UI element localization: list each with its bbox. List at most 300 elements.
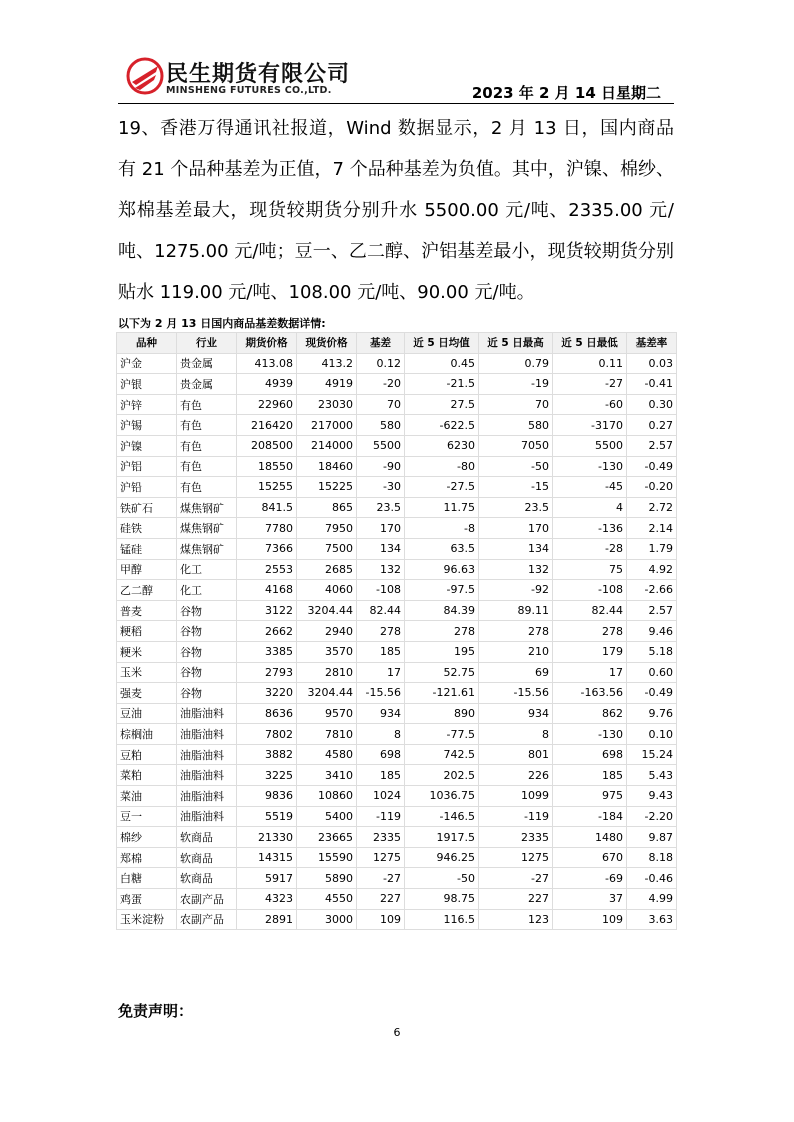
table-cell: -97.5 (405, 580, 479, 601)
table-cell: 2793 (237, 662, 297, 683)
page-number: 6 (393, 1026, 401, 1039)
table-cell: 菜油 (117, 786, 177, 807)
table-cell: 6230 (405, 435, 479, 456)
table-cell: 沪铅 (117, 477, 177, 498)
table-cell: 4323 (237, 889, 297, 910)
table-cell: 217000 (297, 415, 357, 436)
table-cell: 14315 (237, 847, 297, 868)
table-cell: 贵金属 (177, 374, 237, 395)
table-cell: 3225 (237, 765, 297, 786)
table-cell: 15.24 (627, 744, 677, 765)
table-cell: -27 (357, 868, 405, 889)
table-cell: 沪铝 (117, 456, 177, 477)
table-row (117, 641, 677, 662)
table-cell: 玉米 (117, 662, 177, 683)
table-cell: -108 (357, 580, 405, 601)
table-cell: 63.5 (405, 538, 479, 559)
table-body (117, 353, 677, 930)
table-cell: 23030 (297, 394, 357, 415)
table-row (117, 600, 677, 621)
table-cell: -3170 (553, 415, 627, 436)
table-cell: -77.5 (405, 724, 479, 745)
news-paragraph: 19、香港万得通讯社报道，Wind 数据显示，2 月 13 日，国内商品有 21 个品种基差为正值，7 个品种基差为负值。其中，沪镍、棉纱、郑棉基差最大，现货较期货分别升水 5500.00 元/吨、2335.00 元/吨、1275.00 元/吨；豆一、乙二醇、沪铝基差最小，现货较期货分别贴水 119.00 元/吨、108.00 元/吨、90.00 元/吨。 (118, 118, 674, 303)
table-cell: 227 (357, 889, 405, 910)
table-cell: -108 (553, 580, 627, 601)
table-cell: -21.5 (405, 374, 479, 395)
table-row (117, 786, 677, 807)
table-cell: 4.92 (627, 559, 677, 580)
table-cell: 2553 (237, 559, 297, 580)
table-cell: 0.60 (627, 662, 677, 683)
table-cell: 软商品 (177, 868, 237, 889)
table-cell: 2.14 (627, 518, 677, 539)
table-cell: 4939 (237, 374, 297, 395)
table-cell: 185 (357, 641, 405, 662)
table-cell: 7810 (297, 724, 357, 745)
table-cell: 4168 (237, 580, 297, 601)
table-cell: 棕榈油 (117, 724, 177, 745)
table-cell: -50 (405, 868, 479, 889)
table-cell: -28 (553, 538, 627, 559)
table-cell: 179 (553, 641, 627, 662)
table-cell: 109 (553, 909, 627, 930)
table-cell: 1275 (357, 847, 405, 868)
table-row (117, 806, 677, 827)
company-name-cn: 民生期货有限公司 (166, 62, 351, 87)
table-row (117, 435, 677, 456)
table-cell: 52.75 (405, 662, 479, 683)
table-cell: 82.44 (357, 600, 405, 621)
table-cell: 2685 (297, 559, 357, 580)
table-cell: 0.30 (627, 394, 677, 415)
table-row (117, 580, 677, 601)
table-cell: 3220 (237, 683, 297, 704)
table-row (117, 724, 677, 745)
table-cell: 9836 (237, 786, 297, 807)
table-cell: 890 (405, 703, 479, 724)
table-row (117, 868, 677, 889)
table-row (117, 415, 677, 436)
table-cell: 7500 (297, 538, 357, 559)
table-cell: -0.20 (627, 477, 677, 498)
table-cell: 210 (479, 641, 553, 662)
table-cell: -136 (553, 518, 627, 539)
table-cell: 3000 (297, 909, 357, 930)
table-cell: 580 (357, 415, 405, 436)
table-cell: 698 (357, 744, 405, 765)
table-cell: 82.44 (553, 600, 627, 621)
table-cell: 4 (553, 497, 627, 518)
table-cell: 214000 (297, 435, 357, 456)
table-cell: -163.56 (553, 683, 627, 704)
table-cell: 3204.44 (297, 600, 357, 621)
table-row (117, 518, 677, 539)
table-cell: 0.45 (405, 353, 479, 374)
table-cell: 2810 (297, 662, 357, 683)
table-cell: 1036.75 (405, 786, 479, 807)
table-cell: -184 (553, 806, 627, 827)
table-cell: 75 (553, 559, 627, 580)
column-header: 行业 (177, 333, 237, 354)
table-cell: 5500 (553, 435, 627, 456)
table-cell: 煤焦钢矿 (177, 518, 237, 539)
table-cell: 1275 (479, 847, 553, 868)
table-cell: 沪锡 (117, 415, 177, 436)
table-cell: -27 (479, 868, 553, 889)
table-cell: 沪锌 (117, 394, 177, 415)
table-cell: 有色 (177, 435, 237, 456)
table-cell: 锰硅 (117, 538, 177, 559)
column-header: 基差率 (627, 333, 677, 354)
table-cell: 5917 (237, 868, 297, 889)
table-cell: 豆粕 (117, 744, 177, 765)
table-cell: -92 (479, 580, 553, 601)
table-cell: -8 (405, 518, 479, 539)
table-cell: 946.25 (405, 847, 479, 868)
table-cell: -60 (553, 394, 627, 415)
table-cell: 23.5 (357, 497, 405, 518)
table-cell: 9.43 (627, 786, 677, 807)
table-cell: 23.5 (479, 497, 553, 518)
company-name-en: MINSHENG FUTURES CO.,LTD. (166, 85, 332, 96)
table-cell: 谷物 (177, 683, 237, 704)
table-cell: 3385 (237, 641, 297, 662)
table-cell: 1024 (357, 786, 405, 807)
column-header: 近 5 日均值 (405, 333, 479, 354)
table-cell: 软商品 (177, 847, 237, 868)
table-row (117, 559, 677, 580)
table-cell: 乙二醇 (117, 580, 177, 601)
table-cell: 9.46 (627, 621, 677, 642)
table-cell: -0.49 (627, 683, 677, 704)
table-cell: 3410 (297, 765, 357, 786)
table-cell: 15590 (297, 847, 357, 868)
table-cell: 白糖 (117, 868, 177, 889)
table-row (117, 456, 677, 477)
table-cell: 278 (479, 621, 553, 642)
table-cell: 227 (479, 889, 553, 910)
table-cell: 278 (553, 621, 627, 642)
table-cell: -0.49 (627, 456, 677, 477)
table-cell: 89.11 (479, 600, 553, 621)
basis-table (116, 332, 677, 930)
table-cell: 862 (553, 703, 627, 724)
table-cell: 7366 (237, 538, 297, 559)
table-cell: 185 (553, 765, 627, 786)
column-header: 品种 (117, 333, 177, 354)
table-cell: -0.46 (627, 868, 677, 889)
table-cell: 豆一 (117, 806, 177, 827)
table-cell: 170 (357, 518, 405, 539)
table-cell: 0.03 (627, 353, 677, 374)
column-header: 期货价格 (237, 333, 297, 354)
table-cell: 8.18 (627, 847, 677, 868)
table-cell: -15.56 (357, 683, 405, 704)
table-cell: 698 (553, 744, 627, 765)
table-cell: 11.75 (405, 497, 479, 518)
table-cell: -622.5 (405, 415, 479, 436)
table-cell: 3.63 (627, 909, 677, 930)
table-cell: -45 (553, 477, 627, 498)
table-cell: -30 (357, 477, 405, 498)
table-cell: 2.57 (627, 435, 677, 456)
table-cell: 8 (479, 724, 553, 745)
table-row (117, 827, 677, 848)
table-cell: 有色 (177, 456, 237, 477)
table-cell: 1480 (553, 827, 627, 848)
table-cell: 23665 (297, 827, 357, 848)
table-cell: 70 (357, 394, 405, 415)
column-header: 近 5 日最高 (479, 333, 553, 354)
table-cell: 4.99 (627, 889, 677, 910)
table-cell: 沪镍 (117, 435, 177, 456)
table-cell: 谷物 (177, 621, 237, 642)
table-row (117, 394, 677, 415)
table-cell: 4919 (297, 374, 357, 395)
table-cell: 油脂油料 (177, 724, 237, 745)
table-cell: 4580 (297, 744, 357, 765)
table-cell: 109 (357, 909, 405, 930)
table-cell: -80 (405, 456, 479, 477)
table-cell: 沪金 (117, 353, 177, 374)
table-cell: 278 (357, 621, 405, 642)
table-cell: 油脂油料 (177, 703, 237, 724)
table-cell: 1099 (479, 786, 553, 807)
table-cell: 谷物 (177, 641, 237, 662)
table-cell: -119 (479, 806, 553, 827)
table-row (117, 497, 677, 518)
table-cell: -90 (357, 456, 405, 477)
table-cell: 278 (405, 621, 479, 642)
table-cell: 670 (553, 847, 627, 868)
table-cell: 216420 (237, 415, 297, 436)
table-cell: 2940 (297, 621, 357, 642)
table-cell: -19 (479, 374, 553, 395)
table-cell: 棉纱 (117, 827, 177, 848)
table-cell: 玉米淀粉 (117, 909, 177, 930)
table-cell: 21330 (237, 827, 297, 848)
table-cell: 8636 (237, 703, 297, 724)
table-cell: 865 (297, 497, 357, 518)
table-cell: 4060 (297, 580, 357, 601)
table-cell: 15225 (297, 477, 357, 498)
table-cell: -69 (553, 868, 627, 889)
table-cell: 0.12 (357, 353, 405, 374)
table-cell: -119 (357, 806, 405, 827)
table-row (117, 744, 677, 765)
table-row (117, 374, 677, 395)
table-cell: 2335 (357, 827, 405, 848)
table-cell: -15.56 (479, 683, 553, 704)
table-cell: 5519 (237, 806, 297, 827)
table-cell: 195 (405, 641, 479, 662)
table-cell: 2335 (479, 827, 553, 848)
table-cell: 132 (357, 559, 405, 580)
table-cell: 化工 (177, 580, 237, 601)
table-cell: 70 (479, 394, 553, 415)
table-cell: -2.66 (627, 580, 677, 601)
table-row (117, 662, 677, 683)
table-cell: 9.87 (627, 827, 677, 848)
table-cell: 沪银 (117, 374, 177, 395)
table-cell: 96.63 (405, 559, 479, 580)
table-cell: 强麦 (117, 683, 177, 704)
table-cell: 134 (479, 538, 553, 559)
table-cell: 10860 (297, 786, 357, 807)
table-cell: 22960 (237, 394, 297, 415)
table-cell: 8 (357, 724, 405, 745)
table-cell: 油脂油料 (177, 806, 237, 827)
header-divider (118, 103, 674, 104)
table-cell: 580 (479, 415, 553, 436)
table-cell: 1.79 (627, 538, 677, 559)
table-cell: 69 (479, 662, 553, 683)
table-cell: 226 (479, 765, 553, 786)
table-cell: 油脂油料 (177, 786, 237, 807)
column-header: 基差 (357, 333, 405, 354)
table-cell: 413.2 (297, 353, 357, 374)
table-cell: 甲醇 (117, 559, 177, 580)
table-cell: 有色 (177, 415, 237, 436)
table-cell: 菜粕 (117, 765, 177, 786)
table-cell: 123 (479, 909, 553, 930)
column-header: 近 5 日最低 (553, 333, 627, 354)
table-cell: 27.5 (405, 394, 479, 415)
column-header: 现货价格 (297, 333, 357, 354)
table-cell: 2891 (237, 909, 297, 930)
table-cell: 0.27 (627, 415, 677, 436)
table-cell: 841.5 (237, 497, 297, 518)
table-cell: 202.5 (405, 765, 479, 786)
table-row (117, 683, 677, 704)
table-cell: -20 (357, 374, 405, 395)
table-cell: 铁矿石 (117, 497, 177, 518)
table-cell: 煤焦钢矿 (177, 538, 237, 559)
table-cell: -146.5 (405, 806, 479, 827)
table-cell: 5.18 (627, 641, 677, 662)
table-cell: 7780 (237, 518, 297, 539)
table-cell: 7050 (479, 435, 553, 456)
table-cell: 934 (479, 703, 553, 724)
table-cell: 粳稻 (117, 621, 177, 642)
table-cell: 5.43 (627, 765, 677, 786)
table-cell: -27 (553, 374, 627, 395)
table-row (117, 889, 677, 910)
table-cell: -15 (479, 477, 553, 498)
table-cell: -0.41 (627, 374, 677, 395)
company-logo-icon (126, 57, 164, 95)
table-cell: 1917.5 (405, 827, 479, 848)
table-cell: 硅铁 (117, 518, 177, 539)
table-cell: 17 (553, 662, 627, 683)
table-cell: 谷物 (177, 600, 237, 621)
table-cell: 豆油 (117, 703, 177, 724)
table-cell: 农副产品 (177, 889, 237, 910)
table-row (117, 477, 677, 498)
report-date: 2023 年 2 月 14 日星期二 (471, 84, 661, 102)
table-row (117, 703, 677, 724)
table-cell: 98.75 (405, 889, 479, 910)
table-cell: -27.5 (405, 477, 479, 498)
table-row (117, 538, 677, 559)
table-cell: 2662 (237, 621, 297, 642)
table-cell: 15255 (237, 477, 297, 498)
table-cell: 油脂油料 (177, 765, 237, 786)
table-cell: 742.5 (405, 744, 479, 765)
table-row (117, 909, 677, 930)
table-cell: 5400 (297, 806, 357, 827)
table-cell: 3882 (237, 744, 297, 765)
table-cell: 0.10 (627, 724, 677, 745)
table-cell: 2.72 (627, 497, 677, 518)
table-cell: 9570 (297, 703, 357, 724)
table-cell: 7802 (237, 724, 297, 745)
table-cell: 普麦 (117, 600, 177, 621)
table-cell: 116.5 (405, 909, 479, 930)
table-row (117, 621, 677, 642)
table-cell: -130 (553, 456, 627, 477)
table-cell: 9.76 (627, 703, 677, 724)
table-row (117, 353, 677, 374)
table-cell: 郑棉 (117, 847, 177, 868)
table-cell: -130 (553, 724, 627, 745)
table-cell: 5500 (357, 435, 405, 456)
table-cell: 3122 (237, 600, 297, 621)
table-cell: 5890 (297, 868, 357, 889)
table-cell: 84.39 (405, 600, 479, 621)
table-cell: 208500 (237, 435, 297, 456)
table-cell: 化工 (177, 559, 237, 580)
table-cell: 煤焦钢矿 (177, 497, 237, 518)
table-cell: 4550 (297, 889, 357, 910)
disclaimer-title: 免责声明： (118, 1002, 194, 1020)
table-cell: 934 (357, 703, 405, 724)
table-cell: 2.57 (627, 600, 677, 621)
table-cell: 鸡蛋 (117, 889, 177, 910)
table-cell: 18460 (297, 456, 357, 477)
company-logo (126, 57, 366, 99)
table-cell: 油脂油料 (177, 744, 237, 765)
table-cell: 有色 (177, 477, 237, 498)
table-cell: 7950 (297, 518, 357, 539)
table-cell: 132 (479, 559, 553, 580)
table-cell: 贵金属 (177, 353, 237, 374)
table-cell: 0.79 (479, 353, 553, 374)
table-cell: 185 (357, 765, 405, 786)
table-cell: 3570 (297, 641, 357, 662)
table-cell: 软商品 (177, 827, 237, 848)
table-header-row (117, 333, 677, 354)
table-cell: 有色 (177, 394, 237, 415)
table-cell: 975 (553, 786, 627, 807)
table-cell: 37 (553, 889, 627, 910)
table-cell: -50 (479, 456, 553, 477)
table-cell: 18550 (237, 456, 297, 477)
table-cell: -2.20 (627, 806, 677, 827)
table-cell: -121.61 (405, 683, 479, 704)
table-cell: 134 (357, 538, 405, 559)
table-caption: 以下为 2 月 13 日国内商品基差数据详情: (118, 317, 326, 330)
table-cell: 17 (357, 662, 405, 683)
table-row (117, 765, 677, 786)
table-cell: 170 (479, 518, 553, 539)
table-cell: 谷物 (177, 662, 237, 683)
table-cell: 粳米 (117, 641, 177, 662)
table-cell: 3204.44 (297, 683, 357, 704)
table-row (117, 847, 677, 868)
table-cell: 农副产品 (177, 909, 237, 930)
table-cell: 801 (479, 744, 553, 765)
